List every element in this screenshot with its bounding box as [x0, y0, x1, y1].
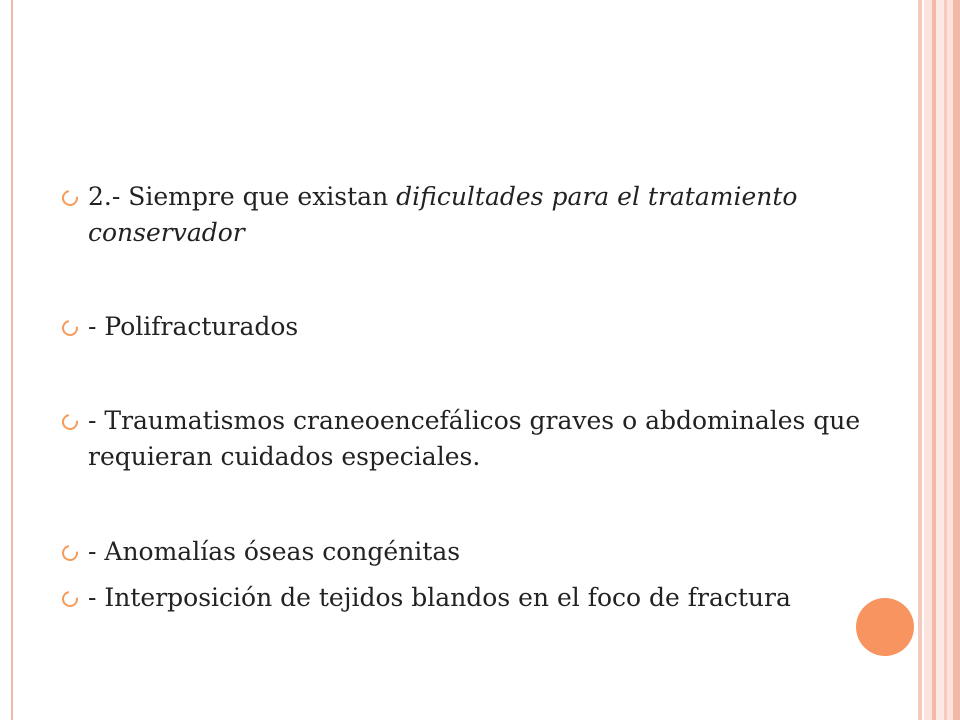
- bullet-text-plain: 2.- Siempre que existan: [88, 182, 397, 211]
- right-decor-stripe: [924, 0, 932, 720]
- bullet-item: [62, 580, 882, 616]
- bullet-text: - Traumatismos craneoencefálicos graves o abdominales que requieran cuidados especiales.: [88, 406, 861, 471]
- bullet-text-italic: dificultades para el tratamiento conservador: [88, 182, 798, 247]
- right-decor-stripe: [953, 0, 960, 720]
- bullet-text: - Interposición de tejidos blandos en el foco de fractura: [88, 583, 791, 612]
- bullet-item: [62, 309, 882, 345]
- bullet-item: [62, 403, 882, 475]
- bullet-text: - Anomalías óseas congénitas: [88, 537, 461, 566]
- bullet-item: [62, 534, 882, 570]
- bullet-icon: [59, 411, 81, 433]
- bullet-icon: [59, 542, 81, 564]
- left-frame-line: [11, 0, 13, 720]
- bullet-icon: [59, 317, 81, 339]
- bullet-item: [62, 179, 882, 251]
- bullet-text: - Polifracturados: [88, 312, 299, 341]
- bullet-icon: [59, 588, 81, 610]
- bullet-text: [88, 179, 882, 251]
- bullet-icon: [59, 187, 81, 209]
- right-decor-stripe: [936, 0, 944, 720]
- right-decor-stripe: [918, 0, 922, 720]
